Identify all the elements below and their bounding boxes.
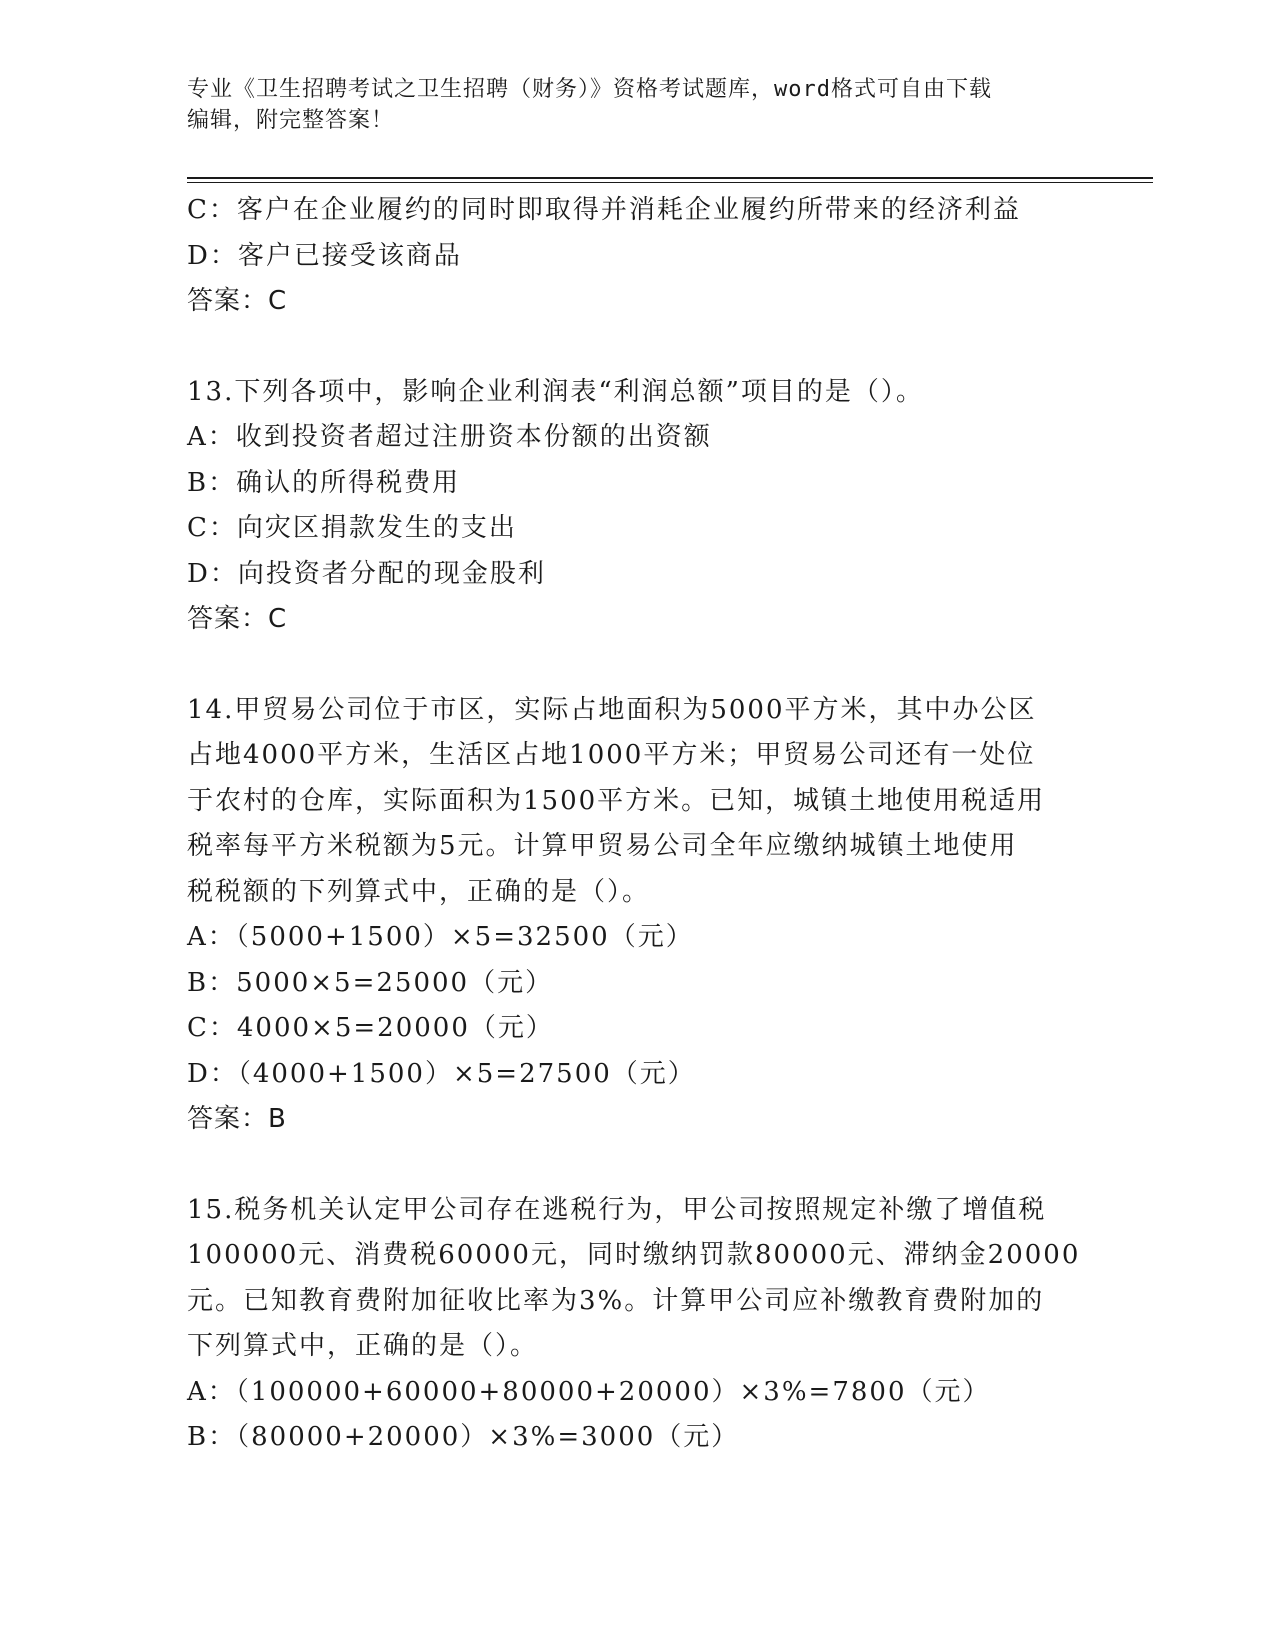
q14-stem-line-3: 于农村的仓库，实际面积为1500平方米。已知，城镇土地使用税适用 <box>187 785 1046 816</box>
q13-option-c: C：向灾区捐款发生的支出 <box>187 513 517 543</box>
q13-stem: 13.下列各项中，影响企业利润表“利润总额”项目的是（）。 <box>187 376 924 407</box>
q13-answer: 答案：C <box>187 604 288 634</box>
question-12-tail <box>187 188 1067 325</box>
spacer <box>187 325 1067 370</box>
q15-stem-line-1: 15.税务机关认定甲公司存在逃税行为，甲公司按照规定补缴了增值税 <box>187 1194 1047 1225</box>
q14-stem-line-4: 税率每平方米税额为5元。计算甲贸易公司全年应缴纳城镇土地使用 <box>187 831 1018 861</box>
header-line-2: 编辑，附完整答案！ <box>187 108 395 133</box>
q13-option-a: A：收到投资者超过注册资本份额的出资额 <box>187 422 712 452</box>
question-14 <box>187 688 1067 1143</box>
q15-option-b: B：（80000+20000）×3%=3000（元） <box>187 1422 740 1452</box>
q13-option-b: B：确认的所得税费用 <box>187 467 461 498</box>
q12-option-c: C：客户在企业履约的同时即取得并消耗企业履约所带来的经济利益 <box>187 195 1021 225</box>
q14-stem-line-2: 占地4000平方米，生活区占地1000平方米；甲贸易公司还有一处位 <box>187 740 1036 770</box>
q14-answer: 答案：B <box>187 1104 287 1134</box>
header-rule-thick <box>187 177 1153 179</box>
q15-option-a: A：（100000+60000+80000+20000）×3%=7800（元） <box>187 1376 991 1407</box>
header-rule-thin <box>187 182 1153 183</box>
question-content <box>187 188 1081 1461</box>
q13-option-d: D：向投资者分配的现金股利 <box>187 558 546 589</box>
spacer <box>187 643 1067 688</box>
q15-stem-line-2: 100000元、消费税60000元，同时缴纳罚款80000元、滞纳金20000 <box>187 1240 1081 1270</box>
q14-option-b: B：5000×5=25000（元） <box>187 967 554 998</box>
q14-option-c: C：4000×5=20000（元） <box>187 1013 554 1043</box>
question-15 <box>187 1188 1081 1461</box>
question-13 <box>187 370 1067 643</box>
q12-answer: 答案：C <box>187 286 288 316</box>
header-line-1: 专业《卫生招聘考试之卫生招聘（财务）》资格考试题库，word格式可自由下载 <box>187 77 992 102</box>
q15-stem-line-3: 元。已知教育费附加征收比率为3%。计算甲公司应补缴教育费附加的 <box>187 1285 1045 1316</box>
q14-stem-line-1: 14.甲贸易公司位于市区，实际占地面积为5000平方米，其中办公区 <box>187 694 1037 725</box>
q12-option-d: D：客户已接受该商品 <box>187 240 462 271</box>
q15-stem-line-4: 下列算式中，正确的是（）。 <box>187 1331 539 1361</box>
q14-stem-line-5: 税税额的下列算式中，正确的是（）。 <box>187 876 651 907</box>
q14-option-a: A：（5000+1500）×5=32500（元） <box>187 922 694 952</box>
page-header <box>187 74 1067 136</box>
spacer <box>187 1143 1067 1188</box>
q14-option-d: D：（4000+1500）×5=27500（元） <box>187 1058 696 1089</box>
